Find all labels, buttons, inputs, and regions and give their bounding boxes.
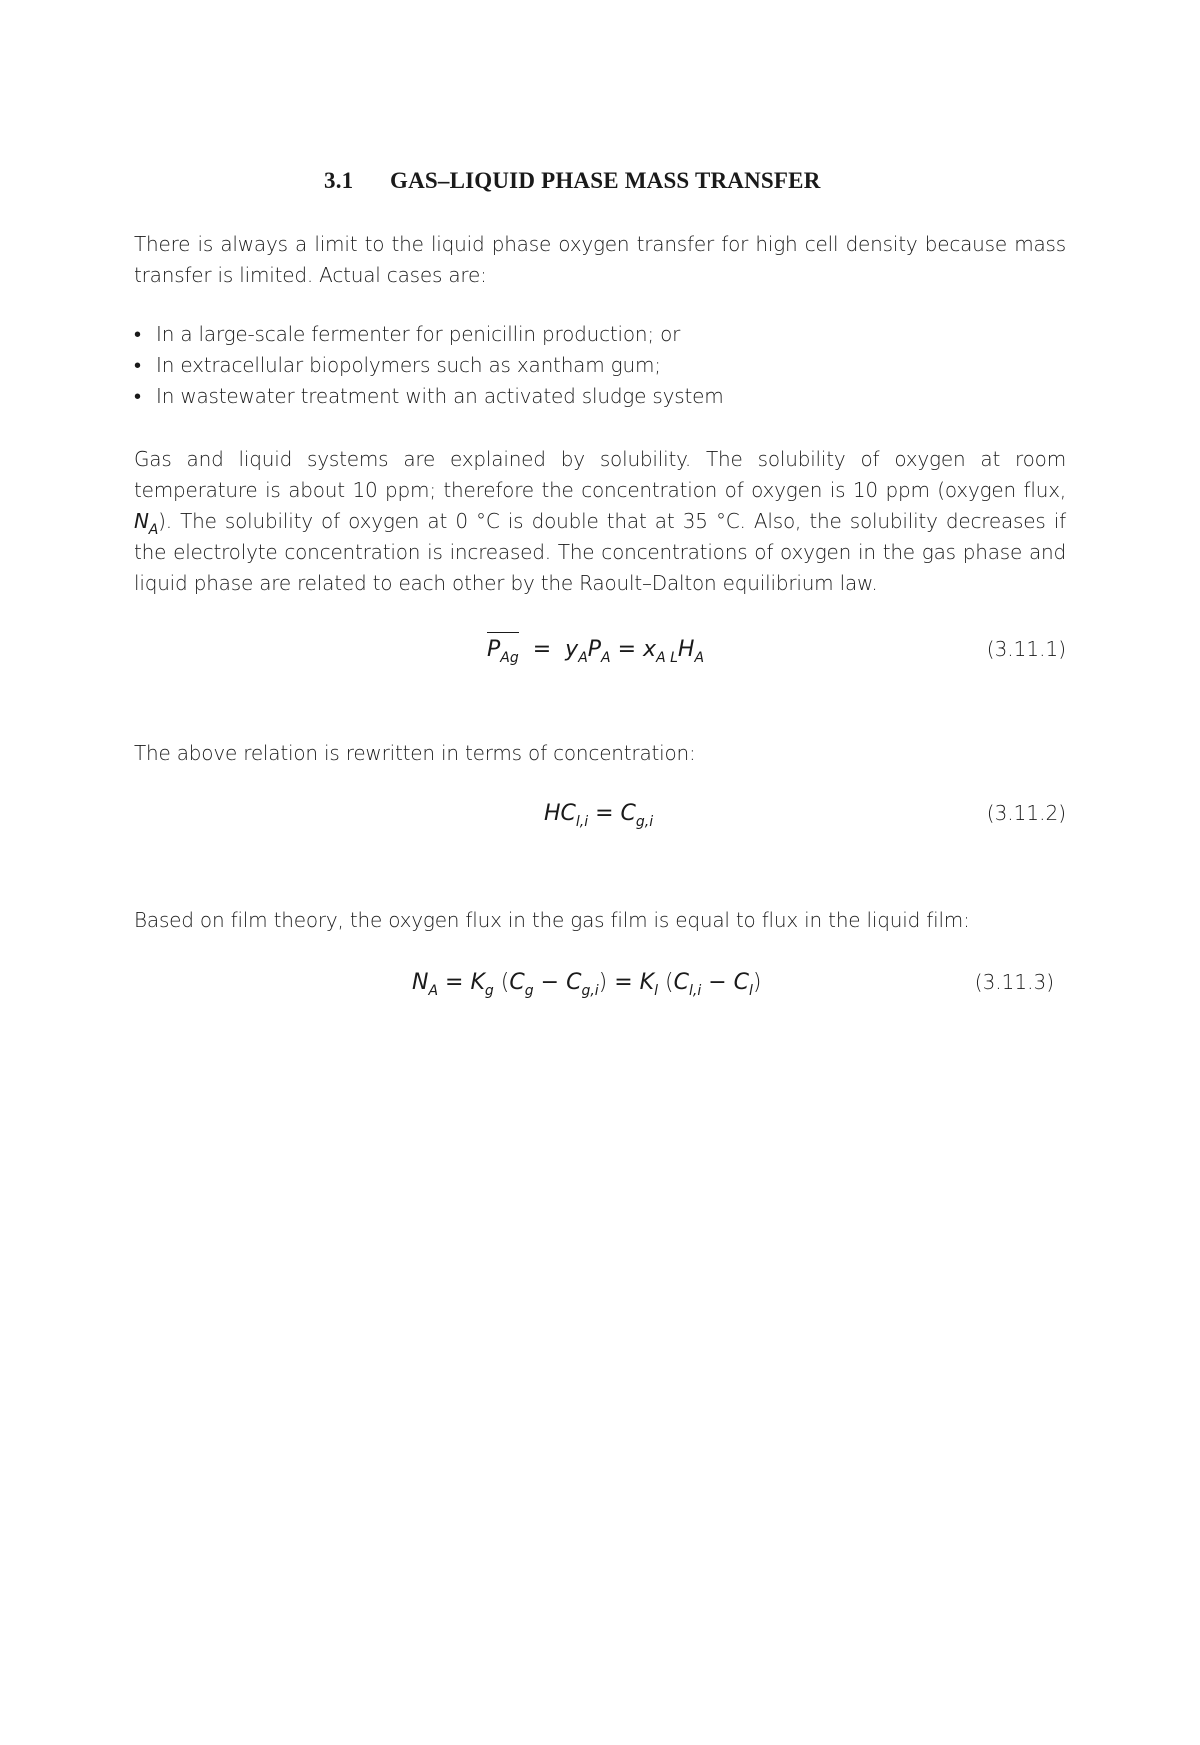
solubility-text-end: ). The solubility of oxygen at 0 °C is double that at 35 °C. Also, the solubility decreases if the electrolyte concentration is increased. The concentrations of oxygen in the gas phase and liquid phase are related to each other by the Raoult–Dalton equilibrium law. [134, 509, 1066, 595]
equation-3-11-1 [134, 637, 1066, 677]
equation-expression: $HC_{l,i} = C_{g,i}$ [544, 801, 654, 830]
section-heading [324, 168, 821, 194]
film-theory-paragraph: Based on film theory, the oxygen flux in the gas film is equal to flux in the liquid film: [134, 908, 970, 932]
list-item [134, 350, 723, 381]
equation-expression: $P_{Ag} = y_AP_A = x_{A L}H_A$ [487, 637, 704, 662]
solubility-text-start: Gas and liquid systems are explained by solubility. The solubility of oxygen at room temperature is about 10 ppm; therefore the concentration of oxygen is 10 ppm (oxygen flux, [134, 447, 1066, 502]
equation-number: (3.11.2) [986, 801, 1066, 825]
oxygen-flux-symbol: $N_A$ [134, 509, 159, 538]
equation-3-11-3 [134, 970, 1066, 1010]
equation-expression: $N_A = K_g$ $(C_g - C_{g,i}) = K_l$ $(C_{l,i} - C_l)$ [412, 970, 762, 999]
equation-number: (3.11.1) [986, 637, 1066, 661]
intro-paragraph: There is always a limit to the liquid phase oxygen transfer for high cell density because mass transfer is limited. Actual cases are: [134, 232, 1066, 287]
equation-3-11-2 [134, 801, 1066, 841]
list-item-text: In extracellular biopolymers such as xantham gum; [156, 353, 661, 377]
bullet-icon: • [134, 353, 141, 377]
equation-number: (3.11.3) [974, 970, 1054, 994]
list-item [134, 319, 723, 350]
bullet-icon: • [134, 384, 141, 408]
section-number: 3.1 [324, 168, 354, 193]
rewritten-paragraph: The above relation is rewritten in terms of concentration: [134, 741, 696, 765]
solubility-paragraph [134, 444, 1066, 599]
list-item-text: In wastewater treatment with an activated sludge system [156, 384, 724, 408]
list-item [134, 381, 723, 412]
cases-list [134, 319, 723, 412]
section-title: GAS–LIQUID PHASE MASS TRANSFER [390, 168, 821, 193]
list-item-text: In a large-scale fermenter for penicillin production; or [156, 322, 681, 346]
bullet-icon: • [134, 322, 141, 346]
